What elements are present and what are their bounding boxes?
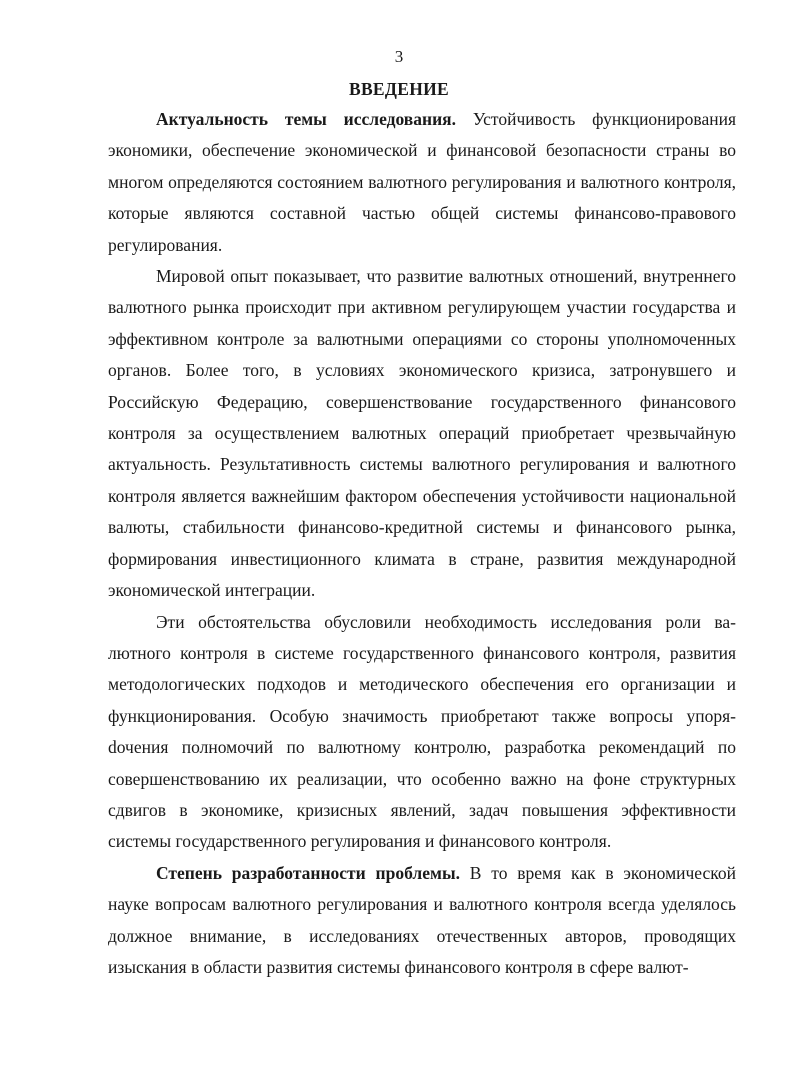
paragraph-lead: Степень разработанности проблемы. [156,862,460,883]
paragraph-text: Мировой опыт показывает, что развитие валютных отношений, внутреннего валютного рынка происходит при активном регулирующем участии государства и эффективном контроле за валютными операциями со стороны уполномоченных органов. Более того, в условиях экономического кризиса, затронувшего и Российскую Федерацию, совершенствование государственного финансового контроля за осуществлением валютных операций приобретает чрезвычайную актуальность. Результативность системы валютного регулирования и валютного контроля является важнейшим фактором обеспечения устойчивости национальной валюты, стабильности финансово-кредитной системы и финансового рынка, формирования инвестиционного климата в стране, развития международной экономической интеграции. [108,266,736,601]
paragraph-world-experience [108,261,736,606]
paragraph-text: Устойчивость функционирования экономики, обеспечение экономической и финансовой безопасности страны во многом определяются состоянием валютного регулирования и валютного контроля, которые являются составной частью общей системы финансово-правового регулирования. [108,109,736,255]
paragraph-lead: Актуальность темы исследования. [156,109,457,129]
section-heading: ВВЕДЕНИЕ [348,79,450,99]
document-body [108,104,736,983]
paragraph-text: Эти обстоятельства обусловили необходимость исследования роли валютного контроля в системе государственного финансового контроля, развития методологических подходов и методического обеспечения его организации и функционирования. Особую значимость приобретают также вопросы упоряdочения полномочий по валютному контролю, разработка рекомендаций по совершенствованию их реализации, что особенно важно на фоне структурных сдвигов в экономике, кризисных явлений, задач повышения эффективности системы государственного регулирования и финансового контроля. [108,611,736,852]
paragraph-circumstances [108,607,736,858]
paragraph-degree-of-development [108,858,736,984]
page-number: 3 [394,47,404,66]
paragraph-relevance [108,104,736,261]
paragraph-text: В то время как в экономической науке вопросам валютного регулирования и валютного контроля всегда уделялось должное внимание, в исследованиях отечественных авторов, проводящих изыскания в области развития системы финансового контроля в сфере валют- [108,862,737,977]
